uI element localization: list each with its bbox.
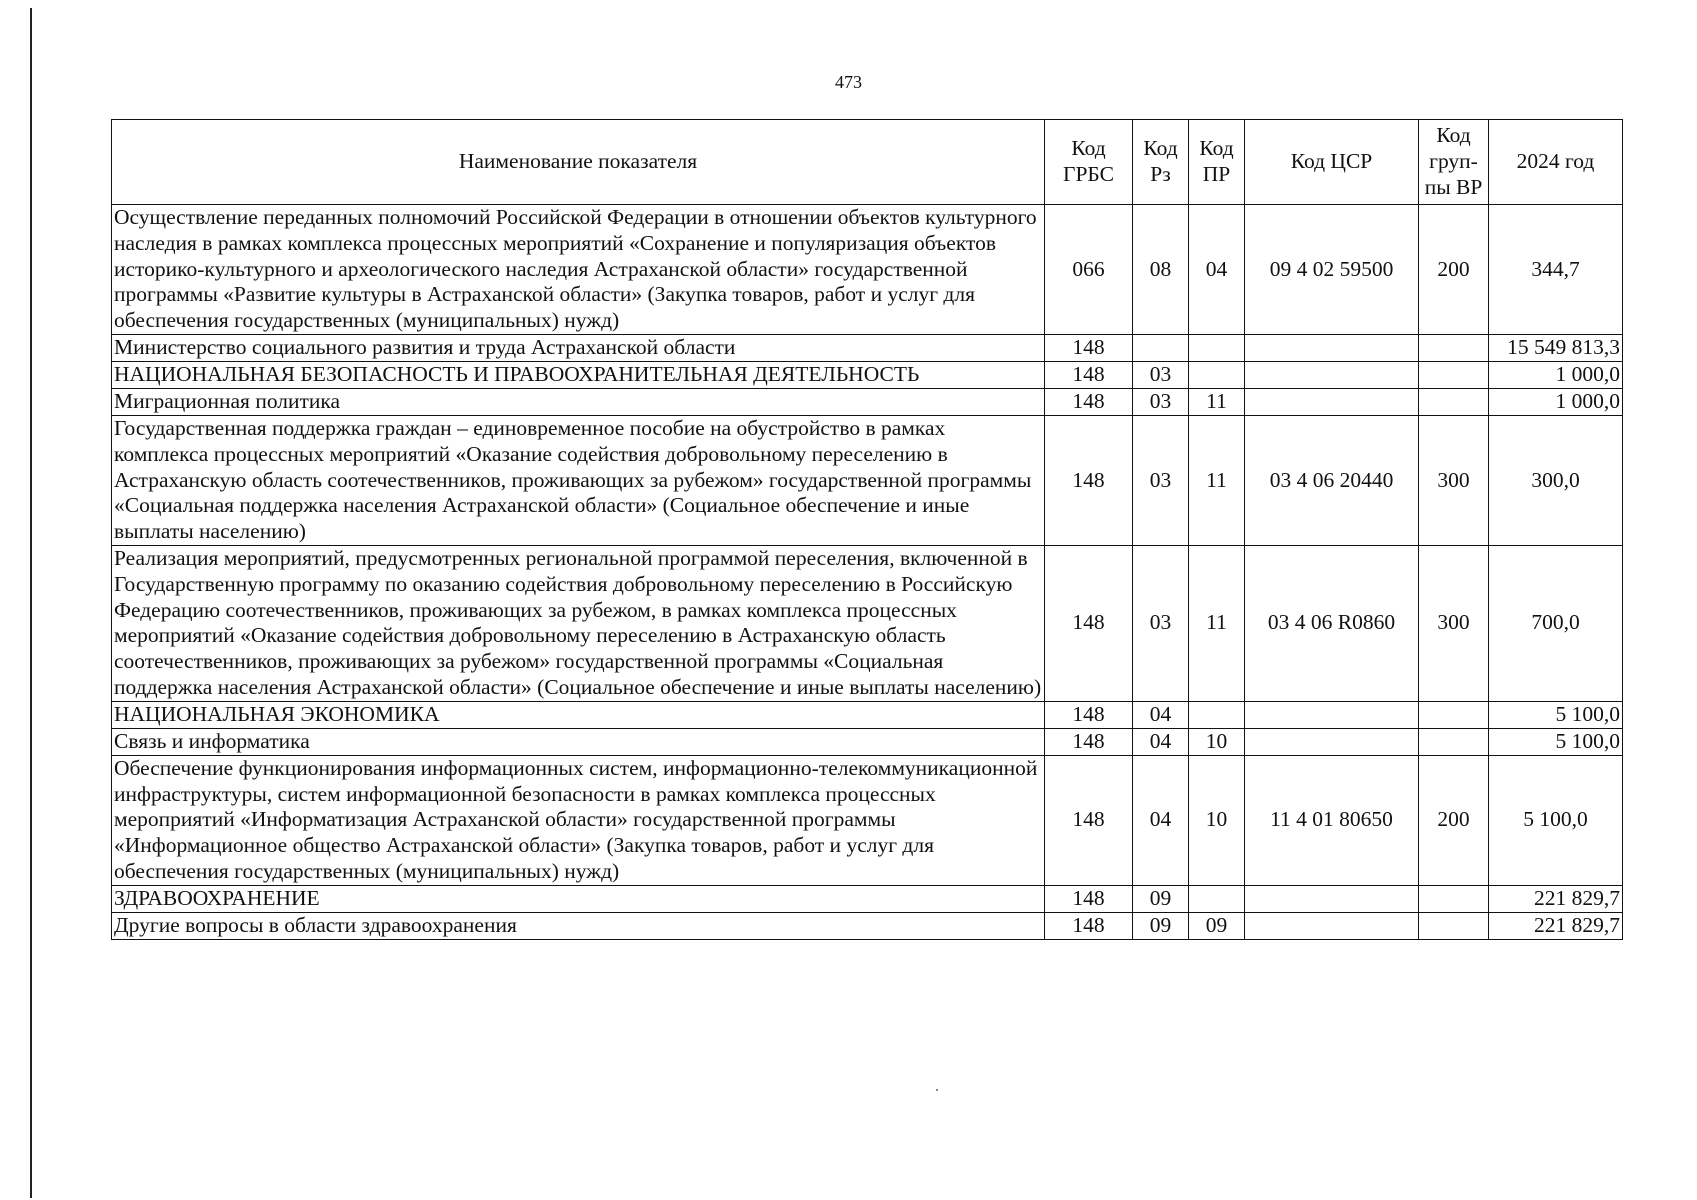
row-rz: 08 <box>1133 205 1189 335</box>
row-pr: 11 <box>1189 388 1245 415</box>
header-csr: Код ЦСР <box>1245 120 1419 205</box>
header-rz: Код Рз <box>1133 120 1189 205</box>
row-pr <box>1189 334 1245 361</box>
row-value: 5 100,0 <box>1489 728 1623 755</box>
table-row <box>112 728 1623 755</box>
row-vr <box>1419 885 1489 912</box>
row-name: Миграционная политика <box>112 388 1045 415</box>
row-pr: 09 <box>1189 912 1245 939</box>
row-grbs: 148 <box>1045 388 1133 415</box>
row-pr: 11 <box>1189 545 1245 701</box>
row-vr <box>1419 361 1489 388</box>
table-row <box>112 415 1623 545</box>
row-csr <box>1245 334 1419 361</box>
row-grbs: 148 <box>1045 701 1133 728</box>
row-csr <box>1245 728 1419 755</box>
budget-table <box>111 119 1623 940</box>
row-vr <box>1419 334 1489 361</box>
row-pr <box>1189 701 1245 728</box>
row-vr <box>1419 388 1489 415</box>
table-row <box>112 885 1623 912</box>
row-value: 700,0 <box>1489 545 1623 701</box>
row-vr: 300 <box>1419 415 1489 545</box>
row-value: 1 000,0 <box>1489 361 1623 388</box>
row-rz: 03 <box>1133 361 1189 388</box>
row-pr: 10 <box>1189 728 1245 755</box>
row-vr: 200 <box>1419 205 1489 335</box>
page-number: 473 <box>835 72 862 92</box>
row-rz: 03 <box>1133 545 1189 701</box>
row-name: Министерство социального развития и труда Астраханской области <box>112 334 1045 361</box>
row-value: 5 100,0 <box>1489 701 1623 728</box>
row-name: Реализация мероприятий, предусмотренных региональной программой переселения, включенной в Государственную программу по оказанию содействия добровольному переселению в Российскую Федерацию соотечественников, проживающих за рубежом, в рамках комплекса процессных мероприятий «Оказание содействия добровольному переселению в Астраханскую область соотечественников, проживающих за рубежом» государственной программы «Социальная поддержка населения Астраханской области» (Социальное обеспечение и иные выплаты населению) <box>112 545 1045 701</box>
header-name: Наименование показателя <box>112 120 1045 205</box>
row-pr: 04 <box>1189 205 1245 335</box>
row-value: 344,7 <box>1489 205 1623 335</box>
binding-margin-line <box>30 8 32 1198</box>
row-csr: 09 4 02 59500 <box>1245 205 1419 335</box>
row-csr <box>1245 912 1419 939</box>
row-csr <box>1245 388 1419 415</box>
row-name: ЗДРАВООХРАНЕНИЕ <box>112 885 1045 912</box>
row-vr <box>1419 728 1489 755</box>
row-name: Другие вопросы в области здравоохранения <box>112 912 1045 939</box>
row-value: 221 829,7 <box>1489 912 1623 939</box>
table-row <box>112 755 1623 885</box>
row-rz: 03 <box>1133 388 1189 415</box>
header-year: 2024 год <box>1489 120 1623 205</box>
row-name: Обеспечение функционирования информационных систем, информационно-телекоммуникационной инфраструктуры, систем информационной безопасности в рамках комплекса процессных мероприятий «Информатизация Астраханской области» государственной программы «Информационное общество Астраханской области» (Закупка товаров, работ и услуг для обеспечения государственных (муниципальных) нужд) <box>112 755 1045 885</box>
row-value: 5 100,0 <box>1489 755 1623 885</box>
row-csr <box>1245 361 1419 388</box>
row-name: Государственная поддержка граждан – единовременное пособие на обустройство в рамках комплекса процессных мероприятий «Оказание содействия добровольному переселению в Астраханскую область соотечественников, проживающих за рубежом» государственной программы «Социальная поддержка населения Астраханской области» (Социальное обеспечение и иные выплаты населению) <box>112 415 1045 545</box>
row-rz: 09 <box>1133 912 1189 939</box>
header-vr: Код груп-пы ВР <box>1419 120 1489 205</box>
row-pr: 11 <box>1189 415 1245 545</box>
header-grbs: Код ГРБС <box>1045 120 1133 205</box>
table-header-row <box>112 120 1623 205</box>
scan-speck <box>936 1089 938 1091</box>
row-rz: 04 <box>1133 755 1189 885</box>
row-grbs: 148 <box>1045 912 1133 939</box>
row-csr: 11 4 01 80650 <box>1245 755 1419 885</box>
row-rz <box>1133 334 1189 361</box>
row-value: 221 829,7 <box>1489 885 1623 912</box>
row-rz: 04 <box>1133 701 1189 728</box>
row-grbs: 148 <box>1045 755 1133 885</box>
row-name: НАЦИОНАЛЬНАЯ БЕЗОПАСНОСТЬ И ПРАВООХРАНИТЕЛЬНАЯ ДЕЯТЕЛЬНОСТЬ <box>112 361 1045 388</box>
row-grbs: 148 <box>1045 361 1133 388</box>
row-value: 15 549 813,3 <box>1489 334 1623 361</box>
row-rz: 03 <box>1133 415 1189 545</box>
row-vr: 200 <box>1419 755 1489 885</box>
row-name: Связь и информатика <box>112 728 1045 755</box>
table-row <box>112 912 1623 939</box>
row-rz: 04 <box>1133 728 1189 755</box>
row-pr <box>1189 885 1245 912</box>
row-csr <box>1245 701 1419 728</box>
row-grbs: 066 <box>1045 205 1133 335</box>
row-vr <box>1419 912 1489 939</box>
row-csr: 03 4 06 R0860 <box>1245 545 1419 701</box>
row-grbs: 148 <box>1045 545 1133 701</box>
row-grbs: 148 <box>1045 885 1133 912</box>
table-row <box>112 361 1623 388</box>
row-value: 1 000,0 <box>1489 388 1623 415</box>
row-name: НАЦИОНАЛЬНАЯ ЭКОНОМИКА <box>112 701 1045 728</box>
row-csr <box>1245 885 1419 912</box>
row-grbs: 148 <box>1045 728 1133 755</box>
row-grbs: 148 <box>1045 334 1133 361</box>
table-row <box>112 545 1623 701</box>
header-pr: Код ПР <box>1189 120 1245 205</box>
row-rz: 09 <box>1133 885 1189 912</box>
row-vr: 300 <box>1419 545 1489 701</box>
row-csr: 03 4 06 20440 <box>1245 415 1419 545</box>
row-vr <box>1419 701 1489 728</box>
table-row <box>112 205 1623 335</box>
row-value: 300,0 <box>1489 415 1623 545</box>
table-row <box>112 334 1623 361</box>
row-pr: 10 <box>1189 755 1245 885</box>
row-pr <box>1189 361 1245 388</box>
table-row <box>112 701 1623 728</box>
row-name: Осуществление переданных полномочий Российской Федерации в отношении объектов культурного наследия в рамках комплекса процессных мероприятий «Сохранение и популяризация объектов историко-культурного и археологического наследия Астраханской области» государственной программы «Развитие культуры в Астраханской области» (Закупка товаров, работ и услуг для обеспечения государственных (муниципальных) нужд) <box>112 205 1045 335</box>
row-grbs: 148 <box>1045 415 1133 545</box>
table-row <box>112 388 1623 415</box>
